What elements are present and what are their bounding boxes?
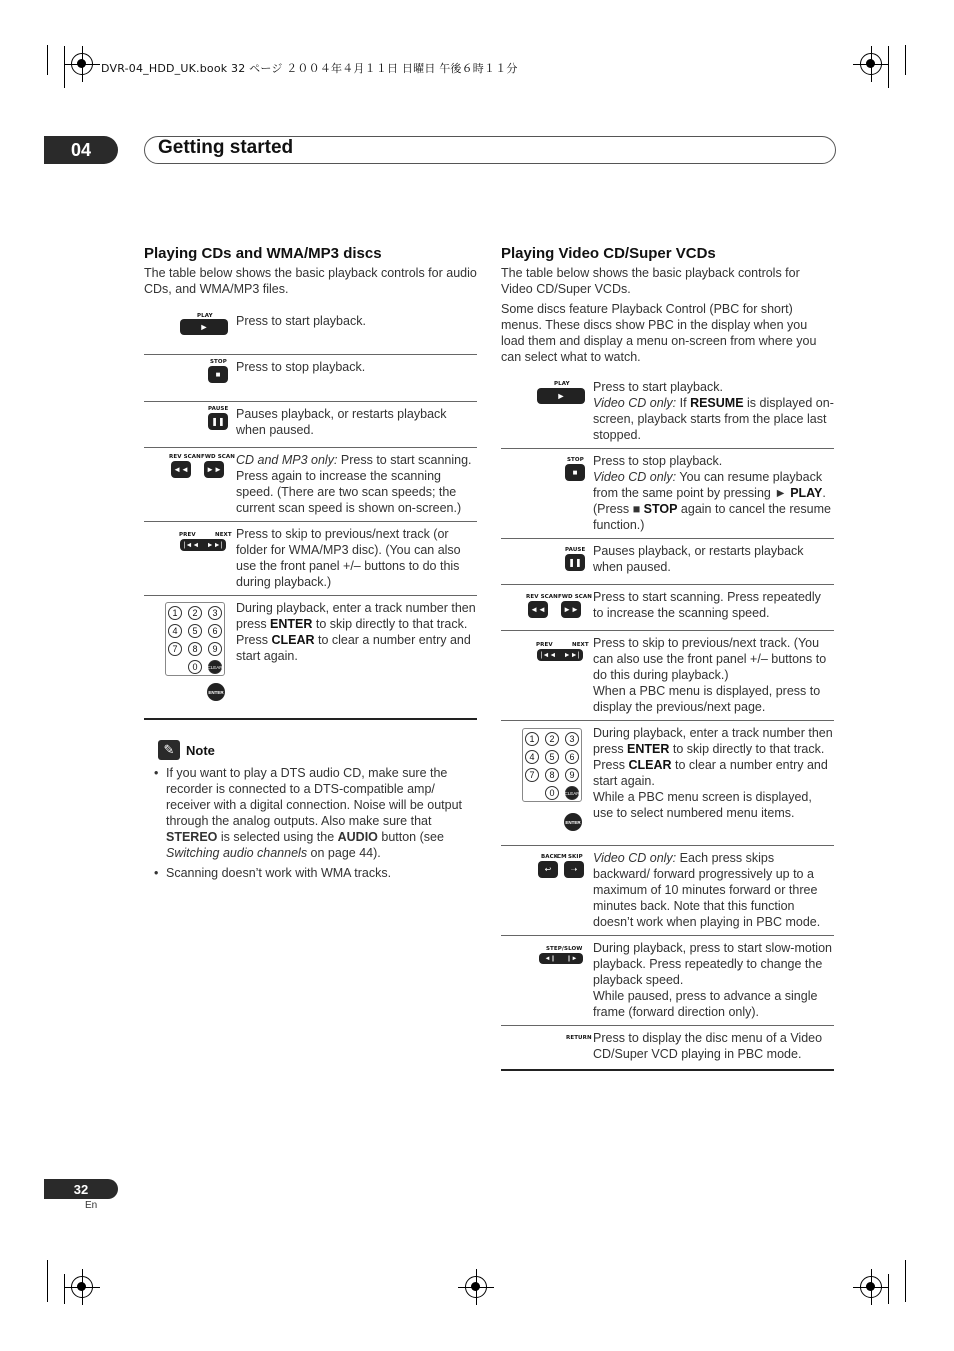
clear-key: CLEAR	[208, 660, 222, 674]
enter-key: ENTER	[564, 813, 582, 831]
note-span: is selected using the	[217, 830, 338, 844]
cm-skip-icon: ➝	[564, 861, 584, 878]
row-text	[593, 940, 834, 1019]
controls-table	[501, 375, 834, 1071]
row-text: Press to start scanning. Press repeatedly to increase the scanning speed.	[593, 590, 821, 620]
row-italic: Video CD only:	[593, 470, 677, 484]
row-text: Pauses playback, or restarts playback when paused.	[236, 407, 447, 437]
left-column	[144, 245, 477, 885]
key-2: 2	[545, 732, 559, 746]
skip-label: SKIP	[568, 854, 583, 860]
clear-key: CLEAR	[565, 786, 579, 800]
row-span: While paused, press to advance a single frame (forward direction only).	[593, 989, 818, 1019]
row-span: is displayed on-screen, playback starts from the place last stopped.	[593, 396, 834, 442]
table-row	[501, 539, 834, 585]
section-intro: Some discs feature Playback Control (PBC for short) menus. These discs show PBC in the display when you load them and display a menu on-screen from where you can select what to watch.	[501, 302, 817, 364]
key-1: 1	[168, 606, 182, 620]
row-text	[593, 453, 834, 532]
book-info-line: DVR-04_HDD_UK.book 32 ページ ２００４年４月１１日 日曜日 午後６時１１分	[101, 62, 518, 75]
section-heading: Playing CDs and WMA/MP3 discs	[144, 245, 382, 262]
chapter-number-tab: 04	[44, 136, 118, 164]
key-8: 8	[545, 768, 559, 782]
play-button-graphic	[501, 379, 593, 442]
table-row	[144, 596, 477, 718]
crop-mark	[64, 46, 65, 88]
note-span: on page 44).	[307, 846, 381, 860]
key-8: 8	[188, 642, 202, 656]
pause-icon: ❚❚	[208, 413, 228, 430]
note-bold: AUDIO	[337, 830, 378, 844]
pause-button-graphic	[144, 406, 236, 441]
row-span: You can resume playback from the same point by pressing ►	[593, 470, 823, 500]
row-text: Press to stop playback.	[236, 360, 366, 374]
registration-mark-icon	[860, 1276, 882, 1298]
registration-mark-icon	[71, 1276, 93, 1298]
row-span: . (Press ■	[593, 486, 826, 516]
key-5: 5	[545, 750, 559, 764]
key-3: 3	[565, 732, 579, 746]
crop-mark	[905, 45, 906, 75]
table-row	[501, 1026, 834, 1069]
key-1: 1	[525, 732, 539, 746]
stop-icon: ■	[565, 464, 585, 481]
prev-label: PREV	[179, 532, 196, 538]
step-slow-icon: ◄❙ ❙►	[539, 953, 583, 964]
rev-scan-label: REV SCAN	[169, 454, 201, 460]
row-span: Press to skip to previous/next track. (You can also use the front panel +/– buttons to do this during playback.)	[593, 636, 827, 682]
crop-mark	[64, 1274, 65, 1304]
row-text	[593, 635, 834, 714]
table-row	[144, 309, 477, 355]
section-heading: Playing Video CD/Super VCDs	[501, 245, 716, 262]
list-item	[144, 765, 477, 861]
row-span: Press to start playback.	[593, 380, 723, 394]
crop-mark	[47, 1260, 48, 1302]
section-intro: The table below shows the basic playback controls for audio CDs, and WMA/MP3 files.	[144, 266, 477, 296]
row-span: During playback, enter a track number then press	[593, 726, 833, 756]
scan-buttons-graphic	[144, 452, 236, 515]
key-0: 0	[545, 786, 559, 800]
row-span: While a PBC menu screen is displayed, use to select numbered menu items.	[593, 790, 812, 820]
note-italic: Switching audio channels	[166, 846, 308, 860]
pause-label: PAUSE	[208, 406, 229, 412]
page-language: En	[85, 1200, 98, 1211]
row-italic: CD and MP3 only:	[236, 453, 338, 467]
fwd-scan-label: FWD SCAN	[558, 594, 592, 600]
row-bold: RESUME	[690, 396, 744, 410]
number-keypad-graphic	[144, 600, 236, 712]
rewind-icon: ◄◄	[171, 461, 191, 478]
key-4: 4	[168, 624, 182, 638]
table-row	[144, 448, 477, 522]
prev-next-icon: |◄◄ ►►|	[180, 539, 226, 551]
key-3: 3	[208, 606, 222, 620]
table-row	[501, 721, 834, 846]
row-bold: CLEAR	[628, 758, 672, 772]
row-text	[236, 600, 477, 712]
prev-next-icon: |◄◄ ►►|	[537, 649, 583, 661]
row-span: again to cancel the resume function.)	[593, 502, 832, 532]
prev-label: PREV	[536, 642, 553, 648]
stop-label: STOP	[567, 457, 584, 463]
note-title: Note	[186, 742, 215, 758]
note-list	[144, 765, 477, 881]
note-span: Scanning doesn’t work with WMA tracks.	[166, 866, 392, 880]
stop-button-graphic	[501, 453, 593, 532]
row-span: Press to start scanning. Press again to increase the scanning speed. (There are two scan speeds; the current scan speed is shown on-screen.)	[236, 453, 472, 515]
row-span: to skip directly to that track.	[669, 742, 825, 756]
fast-forward-icon: ►►	[204, 461, 224, 478]
controls-table	[144, 309, 477, 720]
row-bold: ENTER	[270, 617, 313, 631]
row-span: Each press skips backward/ forward progressively up to a maximum of 10 minutes forward or three minutes back. Note that this function doesn’t work when playing in PBC mode.	[593, 851, 821, 929]
cm-back-icon: ↩	[538, 861, 558, 878]
commercial-skip-graphic	[501, 850, 593, 929]
step-slow-graphic	[501, 940, 593, 1019]
key-7: 7	[168, 642, 182, 656]
row-text	[593, 725, 834, 839]
right-column	[501, 245, 834, 1071]
row-bold: ENTER	[627, 742, 670, 756]
table-row	[144, 522, 477, 596]
table-row	[501, 375, 834, 449]
cm-label: CM	[557, 854, 567, 860]
key-9: 9	[565, 768, 579, 782]
table-row	[501, 631, 834, 721]
row-bold: STOP	[643, 502, 678, 516]
table-row	[144, 355, 477, 402]
play-icon: ►	[537, 388, 585, 404]
registration-mark-icon	[465, 1276, 487, 1298]
table-row	[501, 846, 834, 936]
key-5: 5	[188, 624, 202, 638]
row-span: to skip directly to that track.	[312, 617, 468, 631]
crop-mark	[47, 45, 48, 75]
step-slow-label: STEP/SLOW	[546, 946, 583, 952]
play-button-graphic	[144, 313, 236, 348]
key-9: 9	[208, 642, 222, 656]
section-intro: The table below shows the basic playback controls for Video CD/Super VCDs.	[501, 266, 800, 296]
next-label: NEXT	[572, 642, 589, 648]
play-label: PLAY	[554, 381, 570, 387]
key-6: 6	[208, 624, 222, 638]
return-button-graphic	[501, 1030, 593, 1063]
table-row	[501, 936, 834, 1026]
note-span: button (see	[377, 830, 444, 844]
next-label: NEXT	[215, 532, 232, 538]
row-text: Press to start playback.	[236, 314, 366, 328]
skip-buttons-graphic	[144, 526, 236, 589]
rev-scan-label: REV SCAN	[526, 594, 558, 600]
note-span: If you want to play a DTS audio CD, make sure the recorder is connected to a DTS-compatible amp/ receiver with a digital connection. Noise will be output through the analog outputs. Also make sure that	[166, 766, 462, 828]
row-span: When a PBC menu is displayed, press to display the previous/next page.	[593, 684, 821, 714]
pause-button-graphic	[501, 543, 593, 578]
key-0: 0	[188, 660, 202, 674]
registration-mark-icon	[860, 53, 882, 75]
play-icon: ►	[180, 319, 228, 335]
row-italic: Video CD only:	[593, 851, 677, 865]
scan-buttons-graphic	[501, 589, 593, 624]
row-span: During playback, press to start slow-motion playback. Press repeatedly to change the playback speed.	[593, 941, 832, 987]
crop-mark	[888, 1274, 889, 1304]
key-2: 2	[188, 606, 202, 620]
stop-icon: ■	[208, 366, 228, 383]
back-label: BACK	[541, 854, 559, 860]
row-text: Pauses playback, or restarts playback when paused.	[593, 544, 804, 574]
row-span: Press to stop playback.	[593, 454, 723, 468]
row-span: If	[676, 396, 691, 410]
rewind-icon: ◄◄	[528, 601, 548, 618]
row-span: to clear a number entry and start again.	[236, 633, 471, 663]
fast-forward-icon: ►►	[561, 601, 581, 618]
row-bold: PLAY	[790, 486, 823, 500]
crop-mark	[888, 46, 889, 88]
row-bold: CLEAR	[271, 633, 315, 647]
row-text	[593, 379, 834, 442]
stop-button-graphic	[144, 359, 236, 395]
page-number: 32	[44, 1179, 118, 1199]
key-6: 6	[565, 750, 579, 764]
table-row	[144, 402, 477, 448]
enter-key: ENTER	[207, 683, 225, 701]
row-span: Press	[593, 758, 629, 772]
row-text: Press to skip to previous/next track (or folder for WMA/MP3 disc). (You can also use the front panel +/– buttons to do this during playback.)	[236, 527, 461, 589]
row-text	[236, 452, 477, 515]
table-row	[501, 585, 834, 631]
chapter-title: Getting started	[158, 137, 294, 158]
note-bold: STEREO	[166, 830, 218, 844]
row-text	[593, 850, 834, 929]
table-row	[501, 449, 834, 539]
stop-label: STOP	[210, 359, 227, 365]
note-box	[158, 740, 477, 760]
crop-mark	[905, 1260, 906, 1302]
note-heading	[158, 740, 477, 760]
pencil-icon: ✎	[158, 740, 180, 760]
number-keypad-graphic	[501, 725, 593, 839]
registration-mark-icon	[71, 53, 93, 75]
return-label: RETURN	[566, 1035, 592, 1041]
play-label: PLAY	[197, 313, 213, 319]
row-italic: Video CD only:	[593, 396, 677, 410]
key-7: 7	[525, 768, 539, 782]
row-span: to clear a number entry and start again.	[593, 758, 828, 788]
row-span: Press	[236, 633, 272, 647]
row-span: During playback, enter a track number then press	[236, 601, 476, 631]
list-item	[144, 865, 477, 881]
pause-icon: ❚❚	[565, 554, 585, 571]
key-4: 4	[525, 750, 539, 764]
fwd-scan-label: FWD SCAN	[201, 454, 235, 460]
skip-buttons-graphic	[501, 635, 593, 714]
pause-label: PAUSE	[565, 547, 586, 553]
row-text: Press to display the disc menu of a Video CD/Super VCD playing in PBC mode.	[593, 1031, 823, 1061]
